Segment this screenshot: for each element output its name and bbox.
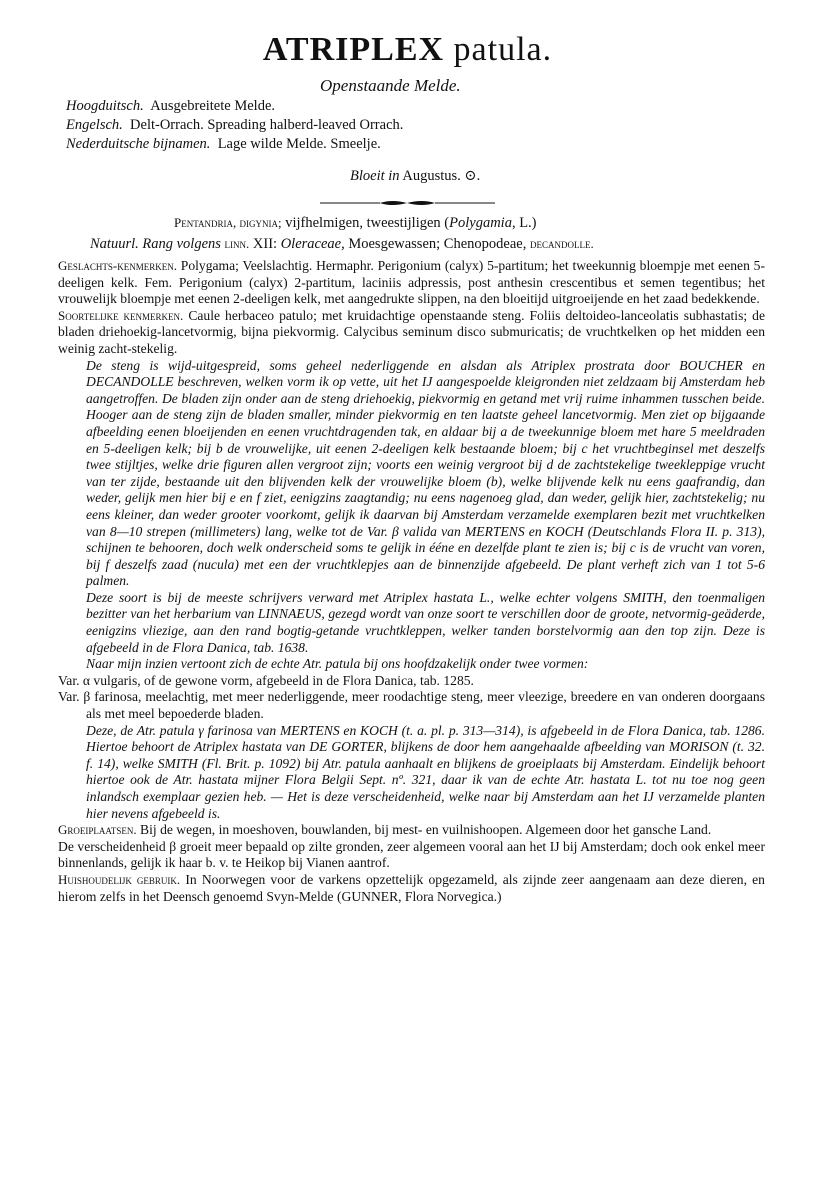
linnaean-class xyxy=(174,215,537,232)
name-row xyxy=(66,97,403,116)
class-italic: Polygamia xyxy=(449,215,512,231)
species-name: patula. xyxy=(453,31,553,68)
flowering-label: Bloeit in xyxy=(350,168,400,184)
section-text: Bij de wegen, in moeshoven, bouwlanden, bij mest- en vuilnishoopen. Algemeen door het gansche Land. xyxy=(140,822,712,838)
flowering-line xyxy=(350,168,480,185)
order-family: Oleraceae, xyxy=(280,236,345,252)
household-use xyxy=(58,872,765,905)
variety-beta: Var. β farinosa, meelachtig, met meer nederliggende, meer roodachtige steng, meer vleezige, breedere en van onderen doorgaans als met meel bepoederde bladen. xyxy=(58,689,765,722)
name-row xyxy=(66,116,403,135)
section-label: Huishoudelijk gebruik. xyxy=(58,871,181,887)
annual-symbol-icon: ⊙. xyxy=(464,168,481,184)
section-text: Polygama; Veelslachtig. Hermaphr. Perigonium (calyx) 5-partitum; het tweekunnig bloempje met eenen 5-deeligen kelk. Fem. Perigonium (calyx) 2-partitum, laciniis adpressis, post anthesin crescentibus et semen tegentibus; het vrouwelijk bloempje met eenen 2-deeligen kelk, met aangedrukte slippen, na den bloeitijd uitgroeijende en het zaad bedekkende. xyxy=(58,258,765,307)
class-end: , L.) xyxy=(511,215,537,231)
confusion-note: Deze soort is bij de meeste schrijvers verward met Atriplex hastata L., welke echter volgens SMITH, den toenmaligen bezitter van het herbarium van LINNAEUS, gezegd wordt van onze soort te verschillen door de groote, netvormig-geäderde, eenigzins vliezige, aan den rand bogtig-getande vruchtkleppen, welker tanden borstelvormig aan den top zijn. Deze is afgebeeld in de Flora Danica, tab. 1638. xyxy=(86,589,765,655)
class-name: Pentandria, digynia; xyxy=(174,215,282,230)
variety-habitat: De verscheidenheid β groeit meer bepaald op zilte gronden, zeer algemeen vooral aan het IJ bij Amsterdam; doch ook enkel meer binnenlands, gelijk ik haar b. v. te Heikop bij Vianen aantrof. xyxy=(58,838,765,871)
flowering-month: Augustus. xyxy=(402,168,461,184)
order-number: XII: xyxy=(252,236,278,252)
stem-description: De steng is wijd-uitgespreid, soms geheel nederliggende en alsdan als Atriplex prostrata door BOUCHER en DECANDOLLE beschreven, welken vorm ik op vette, uit het IJ aangespoelde kleigronden niet zeldzaam bij Amsterdam heb aangetroffen. De bladen zijn onder aan de steng driehoekig, piekvormig en getand met vrij ruime inhammen tusschen beide. Hooger aan de steng zijn de bladen smaller, minder piekvormig en ten laatste geheel lancetvormig. Men ziet op bijgaande afbeelding eenen bloeijenden en eenen vruchtdragenden tak, en aldaar bij a de tweekunnige bloem met hare 5 meeldraden en 5-deeligen kelk; bij b de vrouwelijke, uit eenen 2-deeligen kelk bestaande bloem; bij c het vruchtbeginsel met deszelfs twee stijltjes, welke drie figuren allen vergroot zijn; voorts een weinig vergroot bij d de zachtstekelige tweekleppige vrucht van ter zijde, bestaande uit den blijvenden kelk der vrouwelijke bloem (b), welke blijvende kelk nu eens gaafrandig, dan weder, gelijk men hier bij e en f ziet, eenigzins zaagtandig; nu eens nagenoeg glad, dan weder, gelijk hier, zachtstekelig; nu eens kleiner, dan weder grooter voorkomt, gelijk ik daarvan bij Amsterdam verzamelde exemplaren bezit met vruchtkelken van 8—10 strepen (millimeters) lang, welke tot de Var. β valida van MERTENS en KOCH (Deutschlands Flora II. p. 313), schijnen te behooren, doch welk onderscheid soms te gelijk in ééne en dezelfde plant te zien is; bij c is de vrucht van voren, bij f deszelfs zaad (nucula) met een der vruchtklepjes aan de binnenzijde afgebeeld. De plant verheft zich van 1 tot 5-6 palmen. xyxy=(86,357,765,589)
genus-characters xyxy=(58,258,765,308)
name-label: Nederduitsche bijnamen. xyxy=(66,136,211,152)
order-label: Natuurl. Rang volgens xyxy=(90,236,221,252)
name-row xyxy=(66,135,403,154)
order-author: linn. xyxy=(224,236,250,251)
section-label: Soortelijke kenmerken. xyxy=(58,307,184,323)
section-text: Caule herbaceo patulo; met kruidachtige openstaande steng. Foliis deltoideo-lanceolatis subhastatis; de bladen driehoekig-lancetvormig, bijna piekvormig. Calycibus seminum disco submuricatis; de vruchtkelken op het midden een weinig zacht-stekelig. xyxy=(58,307,765,356)
name-value: Ausgebreitete Melde. xyxy=(150,98,276,114)
dutch-name: Openstaande Melde. xyxy=(320,76,461,95)
class-text: vijfhelmigen, tweestijligen ( xyxy=(285,215,450,231)
species-characters xyxy=(58,308,765,358)
synonymy-note: Deze, de Atr. patula γ farinosa van MERTENS en KOCH (t. a. pl. p. 313—314), is afgebeeld in de Flora Danica, tab. 1286. Hiertoe behoort de Atriplex hastata van DE GORTER, blijkens de door hem aangehaalde afbeelding van MORISON (t. 32. f. 14), welke SMITH (Fl. Brit. p. 1092) bij Atr. patula aanhaalt en blijkens de groeiplaats bij Amsterdam. Eindelijk behoort hiertoe ook de Atr. hastata mijner Flora Belgii Sept. nº. 321, daar ik van de echte Atr. hastata L. tot nu toe nog geen inlandsch exemplaar gezien heb. — Het is deze verscheidenheid, welke naar bij Amsterdam aan het IJ verzamelde planten hier nevens afgebeeld is. xyxy=(86,722,765,821)
genus-name: ATRIPLEX xyxy=(262,31,445,68)
section-text: In Noorwegen voor de varkens opzettelijk opgezameld, als zijnde zeer aangenaam aan deze dieren, en hierom zelfs in het Deensch genoemd Svyn-Melde (GUNNER, Flora Norvegica.) xyxy=(58,871,765,904)
name-value: Lage wilde Melde. Smeelje. xyxy=(217,136,381,152)
forms-intro: Naar mijn inzien vertoont zich de echte Atr. patula bij ons hoofdzakelijk onder twee vormen: xyxy=(86,656,589,672)
section-label: Groeiplaatsen. xyxy=(58,822,137,838)
page-title xyxy=(0,30,815,70)
name-label: Engelsch. xyxy=(66,117,123,133)
name-label: Hoogduitsch. xyxy=(66,98,144,114)
order-text: Moesgewassen; Chenopodeae, xyxy=(348,236,527,252)
common-names xyxy=(66,97,403,154)
description-body xyxy=(58,258,765,905)
habitat xyxy=(58,822,765,839)
variety-alpha: Var. α vulgaris, of de gewone vorm, afgebeeld in de Flora Danica, tab. 1285. xyxy=(58,672,474,688)
natural-order xyxy=(90,236,594,253)
name-value: Delt-Orrach. Spreading halberd-leaved Orrach. xyxy=(130,117,404,133)
ornamental-divider xyxy=(320,199,495,207)
section-label: Geslachts-kenmerken. xyxy=(58,258,177,273)
order-author-2: decandolle. xyxy=(529,236,594,251)
